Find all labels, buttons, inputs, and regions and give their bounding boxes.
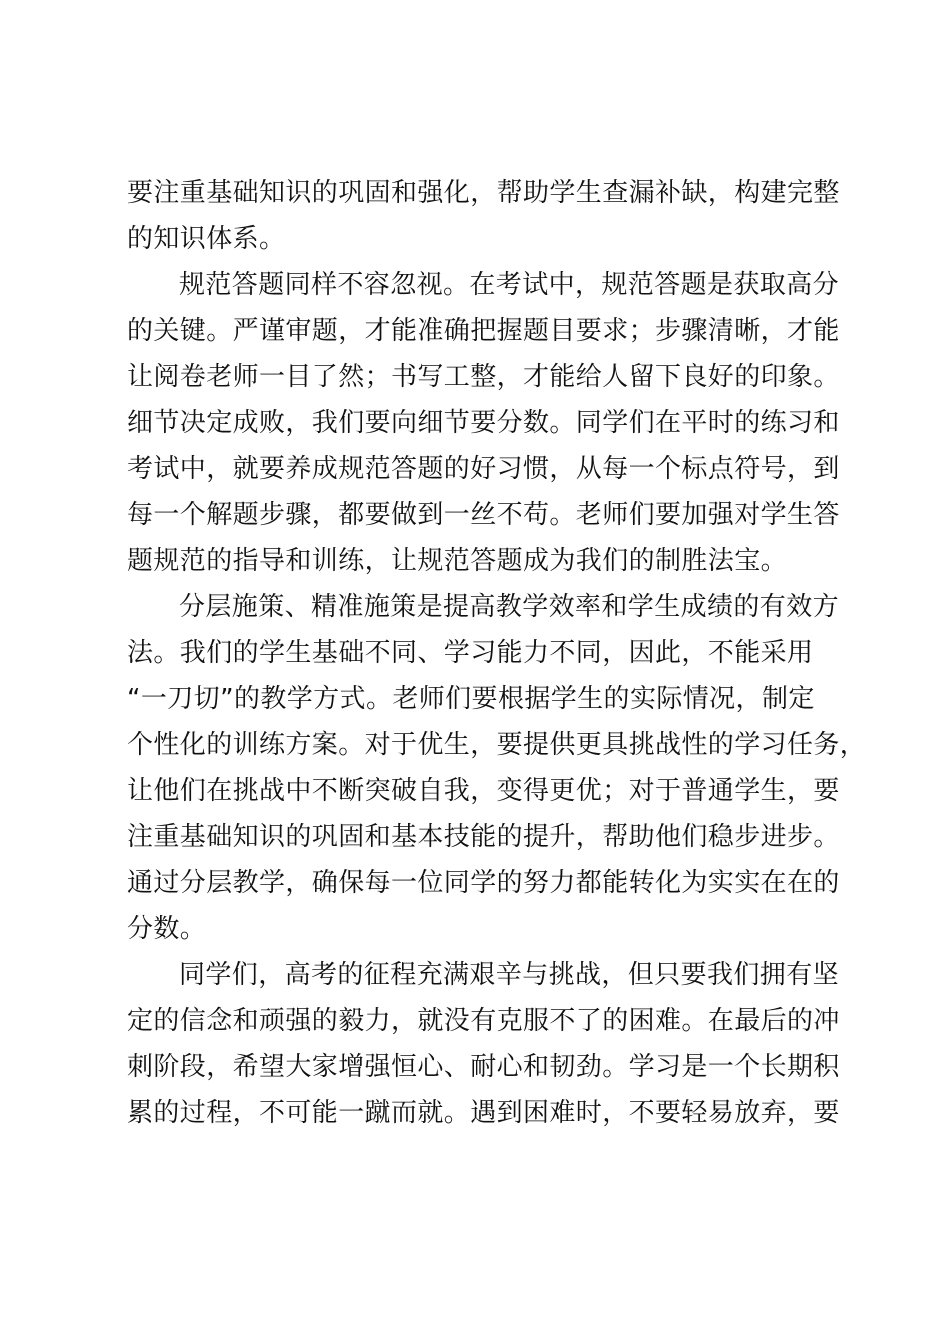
paragraph-answer-standards bbox=[127, 262, 840, 584]
text-line: 细节决定成败，我们要向细节要分数。同学们在平时的练习和 bbox=[127, 408, 840, 438]
text-line: 定的信念和顽强的毅力，就没有克服不了的困难。在最后的冲 bbox=[127, 1006, 840, 1036]
paragraph-encouragement bbox=[127, 952, 840, 1136]
text-line: 法。我们的学生基础不同、学习能力不同，因此，不能采用 bbox=[127, 638, 814, 668]
text-line: 个性化的训练方案。对于优生，要提供更具挑战性的学习任务， bbox=[127, 730, 867, 760]
text-line: 分数。 bbox=[127, 914, 207, 944]
text-line: 的关键。严谨审题，才能准确把握题目要求；步骤清晰，才能 bbox=[127, 316, 840, 346]
text-line: 要注重基础知识的巩固和强化，帮助学生查漏补缺，构建完整 bbox=[127, 178, 840, 208]
text-line: 题规范的指导和训练，让规范答题成为我们的制胜法宝。 bbox=[127, 546, 788, 576]
text-line: 每一个解题步骤，都要做到一丝不苟。老师们要加强对学生答 bbox=[127, 500, 840, 530]
text-line-first: 同学们，高考的征程充满艰辛与挑战，但只要我们拥有坚 bbox=[179, 960, 840, 990]
text-line: “一刀切”的教学方式。老师们要根据学生的实际情况，制定 bbox=[127, 684, 815, 714]
text-line: 刺阶段，希望大家增强恒心、耐心和韧劲。学习是一个长期积 bbox=[127, 1052, 840, 1082]
text-line-first: 规范答题同样不容忽视。在考试中，规范答题是获取高分 bbox=[179, 270, 840, 300]
document-body bbox=[127, 170, 867, 1136]
text-line: 让他们在挑战中不断突破自我，变得更优；对于普通学生，要 bbox=[127, 776, 840, 806]
text-line: 通过分层教学，确保每一位同学的努力都能转化为实实在在的 bbox=[127, 868, 840, 898]
paragraph-tiered-teaching bbox=[127, 584, 867, 952]
text-line-first: 分层施策、精准施策是提高教学效率和学生成绩的有效方 bbox=[179, 592, 840, 622]
text-line: 考试中，就要养成规范答题的好习惯，从每一个标点符号，到 bbox=[127, 454, 840, 484]
text-line: 注重基础知识的巩固和基本技能的提升，帮助他们稳步进步。 bbox=[127, 822, 840, 852]
text-line: 让阅卷老师一目了然；书写工整，才能给人留下良好的印象。 bbox=[127, 362, 840, 392]
text-line: 累的过程，不可能一蹴而就。遇到困难时，不要轻易放弃，要 bbox=[127, 1098, 840, 1128]
paragraph-continued bbox=[127, 170, 840, 262]
text-line: 的知识体系。 bbox=[127, 224, 286, 254]
